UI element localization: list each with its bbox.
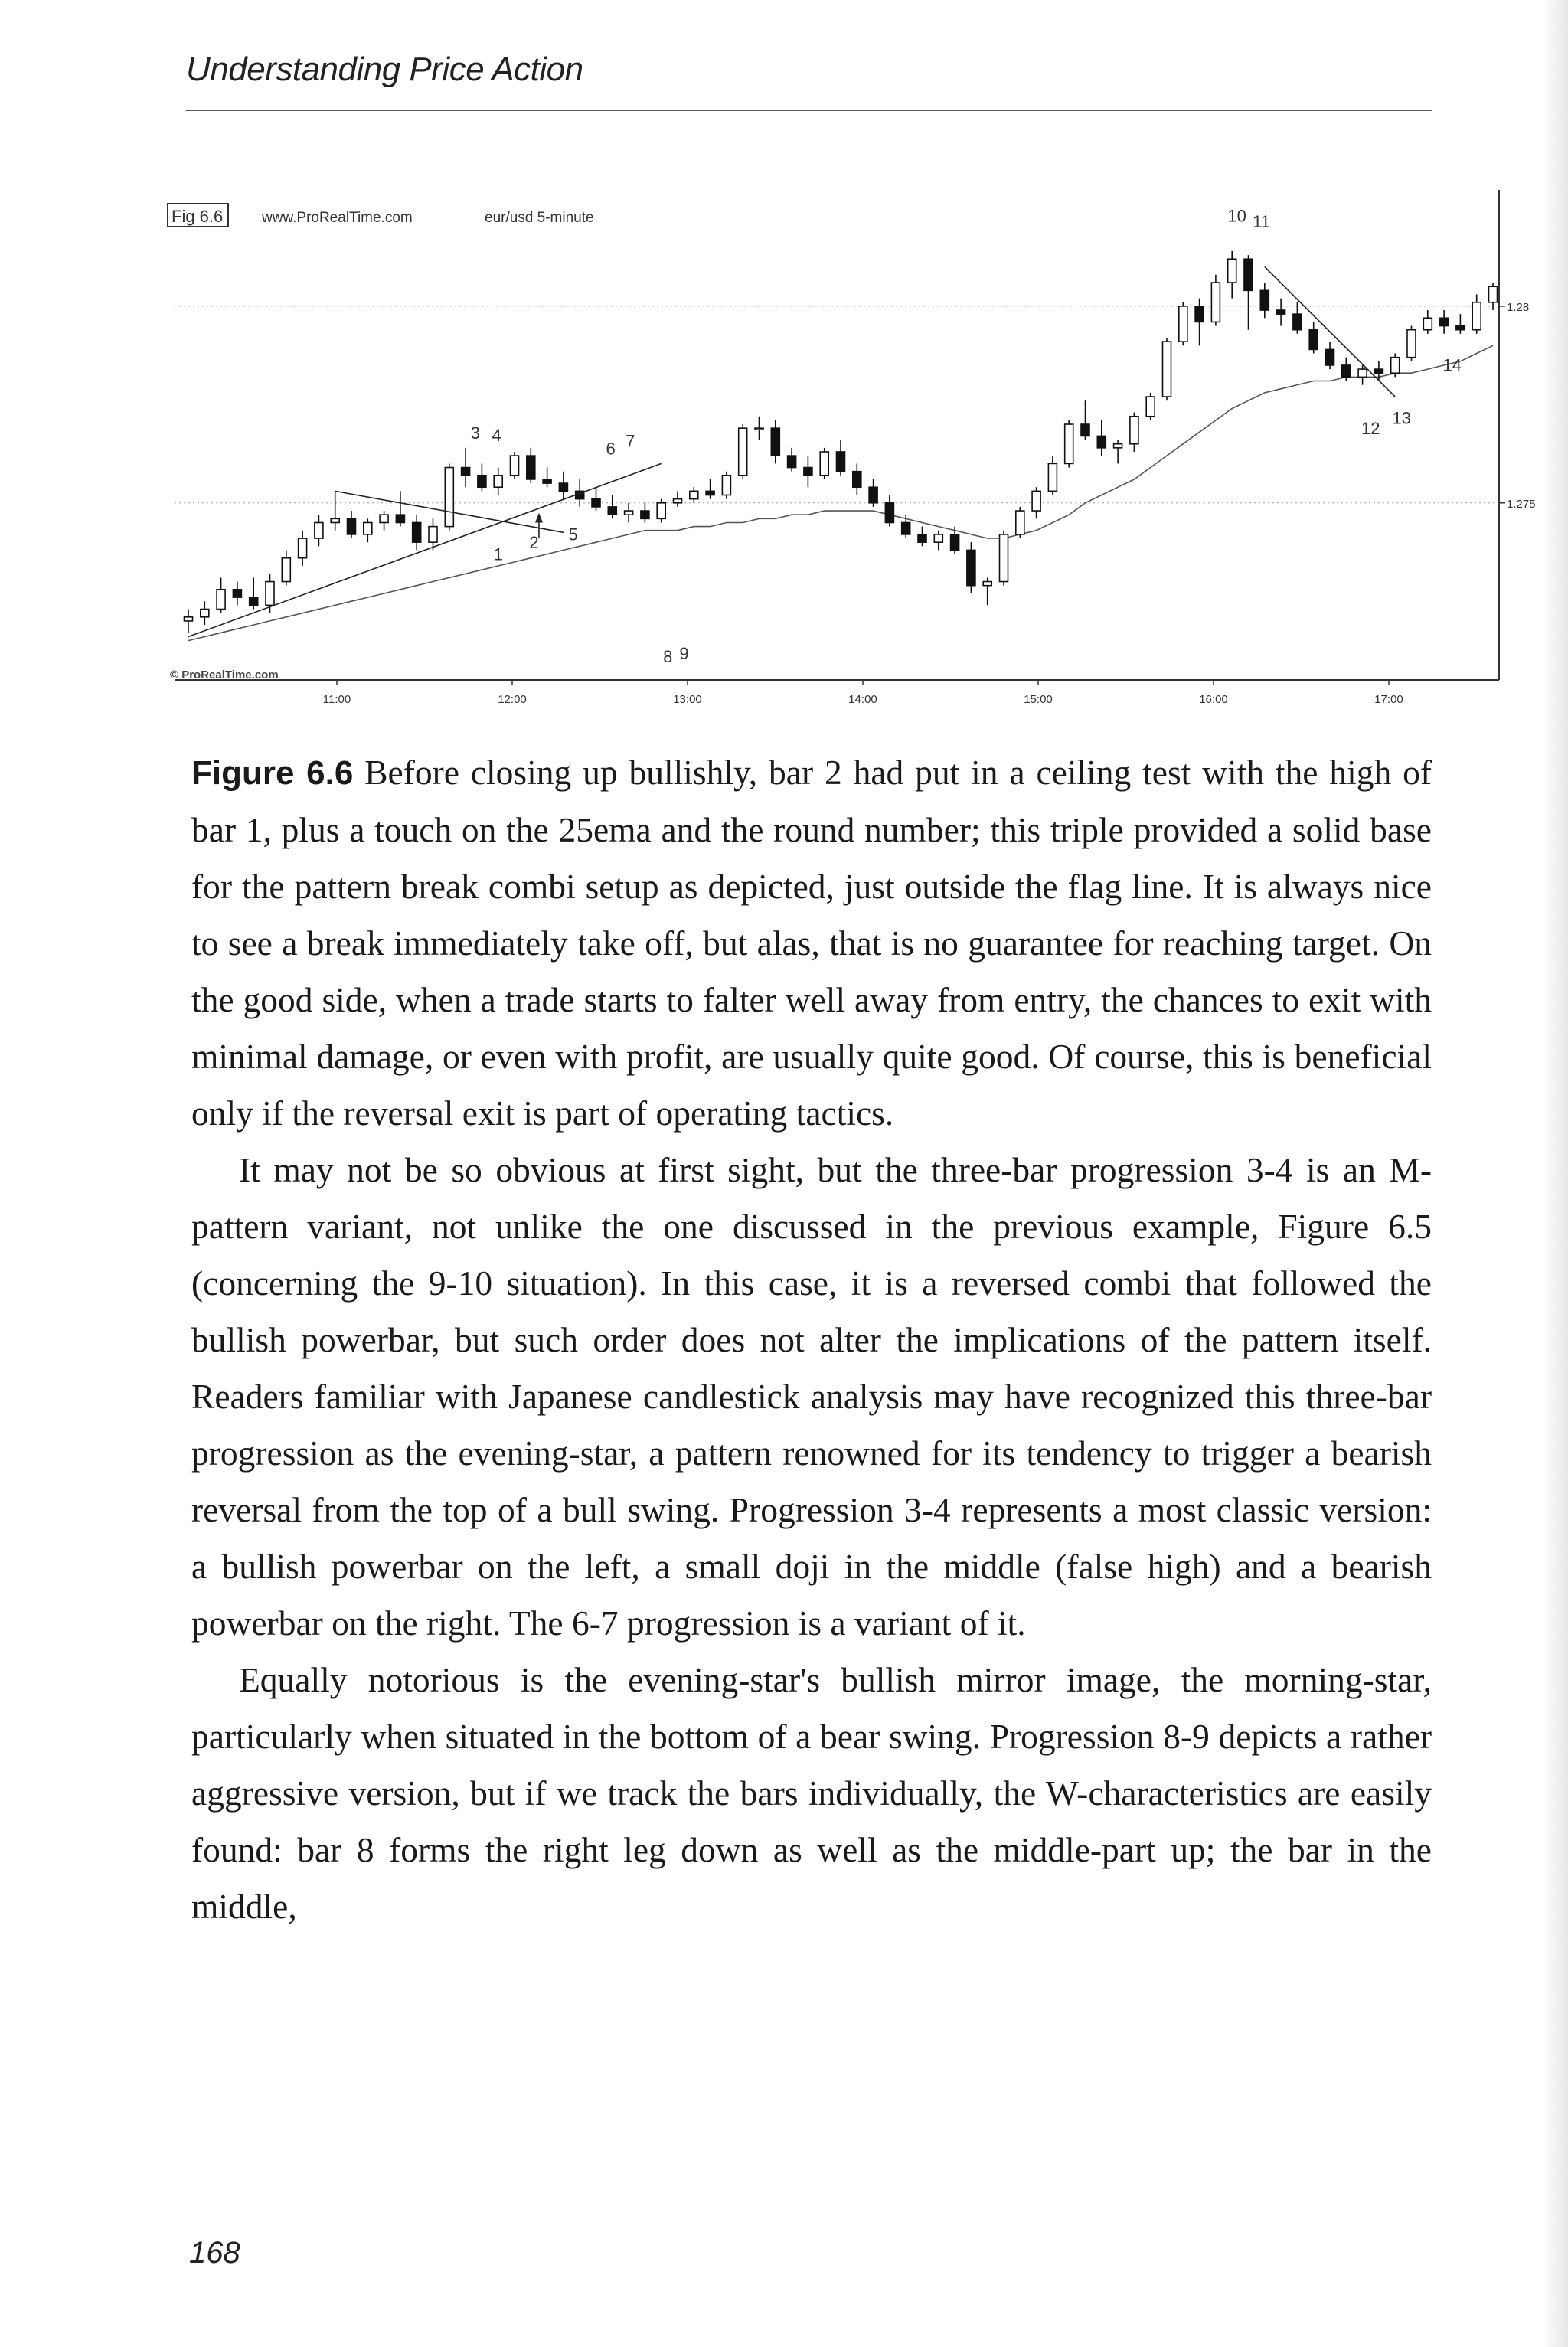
bar-label-11: 11 [1253,212,1270,232]
bar-label-1: 1 [493,544,503,564]
paragraph-1 [191,1142,1432,1652]
bull-candle-body [1016,511,1024,534]
bear-candle-body [1097,436,1106,447]
bar-label-2: 2 [529,532,539,552]
bull-candle-body [1423,318,1432,329]
bar-label-5: 5 [568,525,578,544]
bear-candle-body [233,590,241,597]
bull-candle-body [511,456,519,476]
bear-candle-body [853,472,861,488]
bear-candle-body [1244,259,1253,290]
caption-label: Figure 6.6 [191,754,354,792]
bear-candle-body [1326,349,1334,365]
bar-label-7: 7 [626,431,635,451]
bear-candle-body [951,534,959,551]
bull-candle-body [983,582,991,586]
bear-candle-body [462,468,470,476]
bull-candle-body [690,491,698,498]
bull-candle-body [722,476,730,495]
bear-candle-body [1195,306,1204,322]
running-head: Understanding Price Action [186,51,583,88]
bar-label-4: 4 [492,426,501,446]
bear-candle-body [706,491,714,495]
bear-candle-body [1081,424,1089,436]
bull-candle-body [1407,330,1416,358]
candle [1163,338,1171,400]
bear-candle-body [902,522,910,534]
candlestick-chart-svg [167,190,1560,718]
bull-candle-body [1163,342,1171,397]
bull-candle-body [299,538,307,558]
bull-candle-body [1000,534,1008,582]
bear-candle-body [1309,330,1318,350]
bear-candle-body [967,550,975,585]
candle [739,424,747,479]
bull-candle-body [625,511,633,515]
candle [445,463,453,530]
bull-candle-body [739,428,747,476]
paragraph-2-text: Equally notorious is the evening-star's bullish mirror image, the morning-star, particularly when situated in the bottom of a bear swing. Progression 8-9 depicts a rather aggressive version, but if we track the bars individually, the W-characteristics are easily found: bar 8 forms the right leg down as well as the middle-part up; the bar in the middle, [191,1660,1432,1926]
bear-candle-body [396,515,404,522]
bull-candle-body [1146,397,1155,417]
bear-candle-body [543,479,551,483]
bar-label-9: 9 [679,643,689,663]
bear-candle-body [771,428,779,456]
candle [1146,393,1155,420]
watermark: © ProRealTime.com [170,668,279,682]
bear-candle-body [1342,365,1351,377]
bull-candle-body [429,527,437,543]
bar-label-10: 10 [1227,206,1246,226]
bear-candle-body [1374,369,1383,373]
bear-candle-body [641,511,649,518]
bar-label-13: 13 [1392,408,1411,428]
y-tick-label: 1.275 [1507,497,1536,511]
bull-candle-body [1472,302,1481,330]
candle [1000,531,1008,586]
bull-candle-body [934,534,942,542]
x-tick-label: 12:00 [498,693,527,706]
bull-candle-body [1130,417,1138,444]
bull-candle-body [1114,444,1122,448]
caption-text: Before closing up bullishly, bar 2 had put in a ceiling test with the high of bar 1, plus a touch on the 25ema and the round number; this triple provided a solid base for the pattern break combi setup as depicted, just outside the flag line. It is always nice to see a break immediately take off, but alas, that is no guarantee for reaching target. On the good side, when a trade starts to falter well away from entry, the chances to exit with minimal damage, or even with profit, are usually quite good. Of course, this is beneficial only if the reversal exit is part of operating tactics. [191,753,1432,1133]
bar-label-14: 14 [1442,355,1462,375]
chart-background [167,190,1560,718]
figure-instrument: eur/usd 5-minute [485,210,594,226]
bar-label-12: 12 [1361,418,1380,438]
paragraph-1-text: It may not be so obvious at first sight, but the three-bar progression 3-4 is an M-pattern variant, not unlike the one discussed in the previous example, Figure 6.5 (concerning the 9-10 situation). In this case, it is a reversed combi that followed the bullish powerbar, but such order does not alter the implications of the pattern itself. Readers familiar with Japanese candlestick analysis may have recognized this three-bar progression as the evening-star, a pattern renowned for its tendency to trigger a bearish reversal from the top of a bull swing. Progression 3-4 represents a most classic version: a bullish powerbar on the left, a small doji in the middle (false high) and a bearish powerbar on the right. The 6-7 progression is a variant of it. [191,1150,1432,1643]
figure-caption [191,744,1432,1142]
bull-candle-body [315,522,323,538]
candle [722,472,730,499]
bull-candle-body [494,476,502,487]
bull-candle-body [1032,491,1040,511]
candle [1016,507,1024,538]
bear-candle-body [608,507,616,515]
bar-label-6: 6 [606,439,616,459]
bull-candle-body [282,558,290,582]
x-tick-label: 13:00 [673,693,702,706]
y-tick-label: 1.28 [1507,300,1530,314]
bar-label-3: 3 [470,423,481,443]
candle [820,448,828,479]
bull-candle-body [657,503,665,519]
bull-candle-body [674,499,682,503]
candle [1407,326,1416,361]
bear-candle-body [885,503,893,523]
candle [511,452,519,479]
page-edge-shadow [1542,0,1568,2347]
x-tick-label: 11:00 [322,693,351,706]
x-tick-label: 17:00 [1374,693,1403,706]
x-tick-label: 14:00 [848,693,877,706]
bull-candle-body [1358,369,1367,377]
bear-candle-body [1440,318,1449,325]
bear-candle-body [869,487,877,503]
bull-candle-body [820,452,828,476]
bear-candle-body [804,468,812,476]
bull-candle-body [1065,424,1073,463]
candle [1179,302,1187,346]
bear-candle-body [1260,290,1269,310]
bear-candle-body [559,483,567,491]
bull-candle-body [217,590,225,610]
bear-candle-body [918,534,926,542]
bull-candle-body [445,468,453,527]
bar-label-8: 8 [663,646,673,666]
x-tick-label: 15:00 [1024,693,1053,706]
bull-candle-body [1391,358,1400,374]
figure-tag: Fig 6.6 [172,207,224,226]
candle [657,499,665,523]
paragraph-2 [191,1652,1432,1935]
bull-candle-body [1489,286,1498,302]
bull-candle-body [201,610,209,617]
x-tick-label: 16:00 [1199,693,1228,706]
bull-candle-body [364,522,372,534]
bear-candle-body [413,522,421,542]
bull-candle-body [1179,306,1187,342]
candle [1211,275,1220,326]
bull-candle-body [331,518,339,522]
bear-candle-body [250,597,258,605]
figure-source: www.ProRealTime.com [262,210,413,226]
figure-chart [167,190,1560,718]
bear-candle-body [837,452,845,472]
bear-candle-body [1456,326,1465,330]
bear-candle-body [1277,310,1285,314]
candle [1391,354,1400,378]
bear-candle-body [788,456,796,467]
bear-candle-body [527,456,535,479]
body-text [191,744,1432,1935]
bull-candle-body [755,428,763,430]
bear-candle-body [478,476,486,487]
bull-candle-body [266,582,274,606]
candle [967,542,975,593]
bull-candle-body [1048,463,1057,491]
bear-candle-body [1293,314,1302,330]
bull-candle-body [1228,259,1236,283]
candle [1065,420,1073,468]
bull-candle-body [185,617,193,621]
header-rule [186,110,1432,111]
bear-candle-body [348,518,356,534]
page-number: 168 [189,2236,240,2270]
bull-candle-body [380,515,388,522]
bull-candle-body [1211,283,1220,322]
bear-candle-body [592,499,600,507]
